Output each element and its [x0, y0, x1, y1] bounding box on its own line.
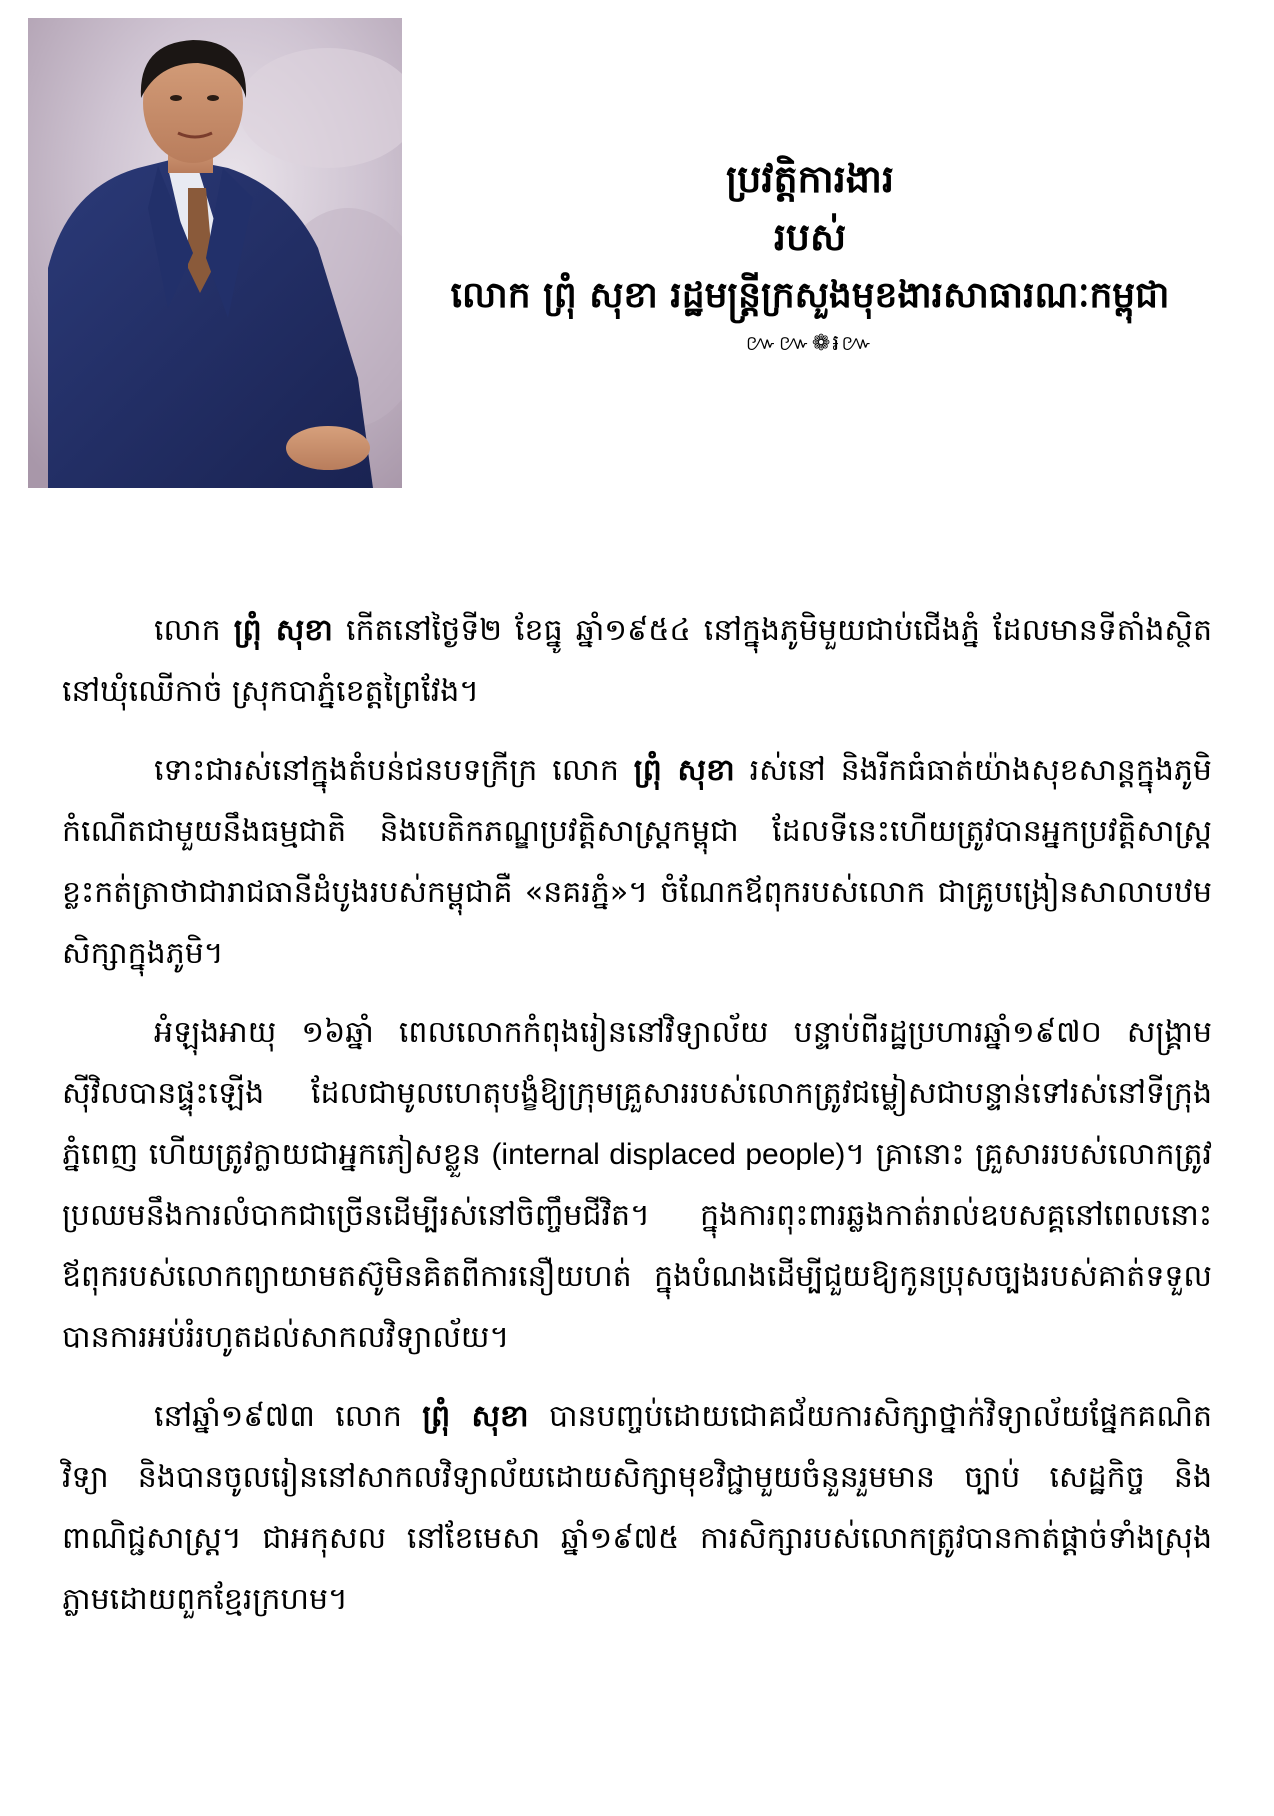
english-phrase: (internal displaced people): [491, 1138, 846, 1171]
name-bold: ព្រុំ សុខា: [633, 753, 735, 788]
title-heading: ប្រវត្តិការងារ: [725, 156, 895, 201]
title-person: លោក ព្រុំ សុខា រដ្ឋមន្ត្រីក្រសួងមុខងារសាធារណៈកម្ពុជា: [450, 274, 1170, 316]
title-ornament: ៚៚❁៛៚: [745, 331, 875, 356]
paragraph-4: នៅឆ្នាំ១៩៧៣ លោក ព្រុំ សុខា បានបញ្ចប់ដោយជោគជ័យការសិក្សាថ្នាក់វិទ្យាល័យផ្នែកគណិតវិទ្យា និងបានចូលរៀននៅសាកលវិទ្យាល័យដោយសិក្សាមុខវិជ្ជាមួយចំនួនរួមមាន ច្បាប់ សេដ្ឋកិច្ច និងពាណិជ្ជសាស្ត្រ។ ជាអកុសល នៅខែមេសា ឆ្នាំ១៩៧៥ ការសិក្សារបស់លោកត្រូវបានកាត់ផ្តាច់ទាំងស្រុងភ្លាមដោយពួកខ្មែរក្រហម។: [62, 1399, 1212, 1617]
paragraph-3: អំឡុងអាយុ ១៦ឆ្នាំ ពេលលោកកំពុងរៀននៅវិទ្យាល័យ បន្ទាប់ពីរដ្ឋប្រហារឆ្នាំ១៩៧០ សង្គ្រាមស៊ីវិលបានផ្ទុះឡើង ដែលជាមូលហេតុបង្ខំឱ្យក្រុមគ្រួសាររបស់លោកត្រូវជម្លៀសជាបន្ទាន់ទៅរស់នៅទីក្រុងភ្នំពេញ ហើយត្រូវក្លាយជាអ្នកភៀសខ្លួន (internal displaced people)។ គ្រានោះ គ្រួសាររបស់លោកត្រូវប្រឈមនឹងការលំបាកជាច្រើនដើម្បីរស់នៅចិញ្ចឹមជីវិត។ ក្នុងការពុះពារឆ្លងកាត់រាល់ឧបសគ្គនៅពេលនោះ ឪពុករបស់លោកព្យាយាមតស៊ូមិនគិតពីការនឿយហត់ ក្នុងបំណងដើម្បីជួយឱ្យកូនប្រុសច្បងរបស់គាត់ទទួលបានការអប់រំរហូតដល់សាកលវិទ្យាល័យ។: [62, 1015, 1213, 1355]
paragraph-1: លោក ព្រុំ សុខា កើតនៅថ្ងៃទី២ ខែធ្នូ ឆ្នាំ១៩៥៤ នៅក្នុងភូមិមួយជាប់ជើងភ្នំ ដែលមានទីតាំងស្ថិតនៅឃុំឈើកាច់ ស្រុកបាភ្នំខេត្តព្រៃវែង។: [62, 613, 1213, 709]
portrait-photo: [28, 18, 402, 488]
biography-body: [62, 600, 1212, 1648]
name-bold: ព្រុំ សុខា: [233, 613, 333, 648]
title-of: របស់: [773, 214, 847, 259]
document-title: [380, 150, 1240, 364]
paragraph-2: ទោះជារស់នៅក្នុងតំបន់ជនបទក្រីក្រ លោក ព្រុំ សុខា រស់នៅ និងរីកធំធាត់យ៉ាងសុខសាន្តក្នុងភូមិកំណើតជាមួយនឹងធម្មជាតិ និងបេតិកភណ្ឌប្រវត្តិសាស្ត្រកម្ពុជា ដែលទីនេះហើយត្រូវបានអ្នកប្រវត្តិសាស្ត្រខ្លះកត់ត្រាថាជារាជធានីដំបូងរបស់កម្ពុជាគឺ «នគរភ្នំ»។ ចំណែកឪពុករបស់លោក ជាគ្រូបង្រៀនសាលាបឋមសិក្សាក្នុងភូមិ។: [62, 753, 1212, 971]
name-bold: ព្រុំ សុខា: [422, 1399, 529, 1434]
